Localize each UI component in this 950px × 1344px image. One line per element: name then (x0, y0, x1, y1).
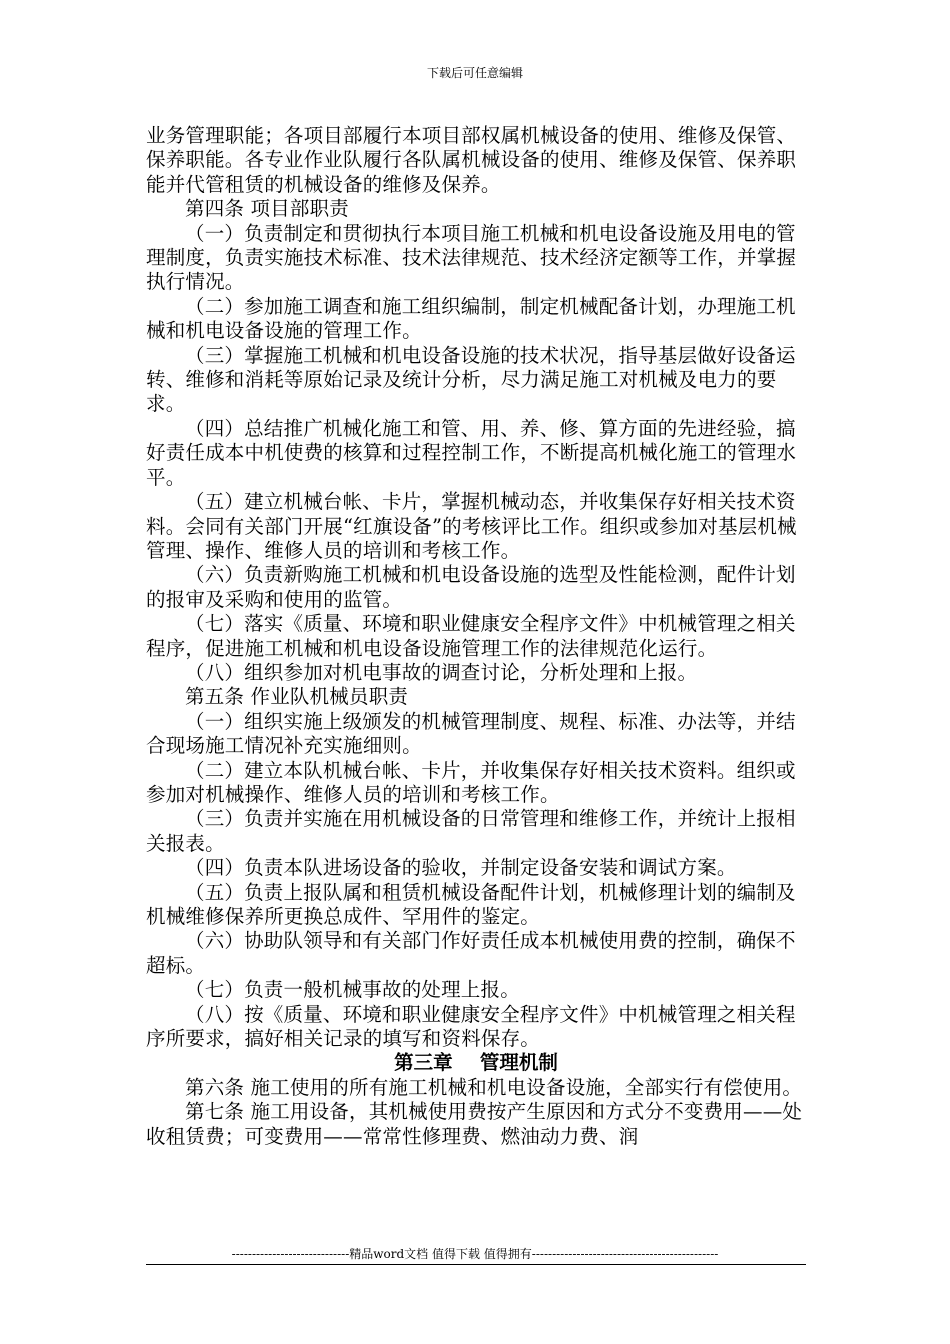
paragraph: （一）负责制定和贯彻执行本项目施工机械和机电设备设施及用电的管理制度，负责实施技术标准、技术法律规范、技术经济定额等工作，并掌握执行情况。 (146, 221, 797, 294)
paragraph: （一）组织实施上级颁发的机械管理制度、规程、标准、办法等，并结合现场施工情况补充实施细则。 (146, 709, 796, 758)
paragraph: （七）负责一般机械事故的处理上报。 (185, 978, 520, 1002)
paragraph: 第五条 作业队机械员职责 (185, 685, 409, 709)
paragraph: （六）负责新购施工机械和机电设备设施的选型及性能检测，配件计划的报审及采购和使用的监管。 (146, 563, 796, 611)
page-footer: -----------------------------精品word文档 值得下载 值得拥有---------------------------------------------- (231, 1247, 719, 1261)
paragraph: 第六条 施工使用的所有施工机械和机电设备设施，全部实行有偿使用。 (185, 1075, 803, 1099)
paragraph: （八）按《质量、环境和职业健康安全程序文件》中机械管理之相关程序所要求，搞好相关记录的填写和资料保存。 (146, 1002, 796, 1051)
paragraph: （四）负责本队进场设备的验收，并制定设备安装和调试方案。 (185, 856, 737, 880)
paragraph: 业务管理职能；各项目部履行本项目部权属机械设备的使用、维修及保管、保养职能。各专业作业队履行各队属机械设备的使用、维修及保管、保养职能并代管租赁的机械设备的维修及保养。 (146, 124, 797, 196)
paragraph: （七）落实《质量、环境和职业健康安全程序文件》中机械管理之相关程序，促进施工机械和机电设备设施管理工作的法律规范化运行。 (146, 612, 796, 660)
paragraph: （五）负责上报队属和租赁机械设备配件计划，机械修理计划的编制及机械维修保养所更换总成件、罕用件的鉴定。 (146, 880, 796, 928)
paragraph: （二）建立本队机械台帐、卡片，并收集保存好相关技术资料。组织或参加对机械操作、维修人员的培训和考核工作。 (146, 758, 796, 806)
paragraph: （六）协助队领导和有关部门作好责任成本机械使用费的控制，确保不超标。 (146, 929, 796, 977)
paragraph: （三）负责并实施在用机械设备的日常管理和维修工作，并统计上报相关报表。 (146, 807, 796, 855)
paragraph: （三）掌握施工机械和机电设备设施的技术状况，指导基层做好设备运转、维修和消耗等原始记录及统计分析，尽力满足施工对机械及电力的要求。 (146, 343, 796, 416)
paragraph: （八）组织参加对机电事故的调查讨论，分析处理和上报。 (185, 660, 698, 684)
paragraph: 第四条 项目部职责 (185, 197, 349, 221)
paragraph: 第七条 施工用设备，其机械使用费按产生原因和方式分不变费用——处收租赁费；可变费用——常常性修理费、燃油动力费、润 (146, 1100, 803, 1148)
paragraph: （二）参加施工调查和施工组织编制，制定机械配备计划，办理施工机械和机电设备设施的管理工作。 (146, 294, 796, 343)
chapter-heading: 第三章 管理机制 (394, 1051, 558, 1075)
paragraph: （四）总结推广机械化施工和管、用、养、修、算方面的先进经验，搞好责任成本中机使费的核算和过程控制工作，不断提高机械化施工的管理水平。 (146, 416, 797, 489)
footer-rule (146, 1264, 806, 1265)
document-body (146, 124, 806, 1149)
paragraph: （五）建立机械台帐、卡片，掌握机械动态，并收集保存好相关技术资料。会同有关部门开展“红旗设备”的考核评比工作。组织或参加对基层机械管理、操作、维修人员的培训和考核工作。 (146, 490, 797, 562)
page-header: 下载后可任意编辑 (426, 66, 523, 80)
